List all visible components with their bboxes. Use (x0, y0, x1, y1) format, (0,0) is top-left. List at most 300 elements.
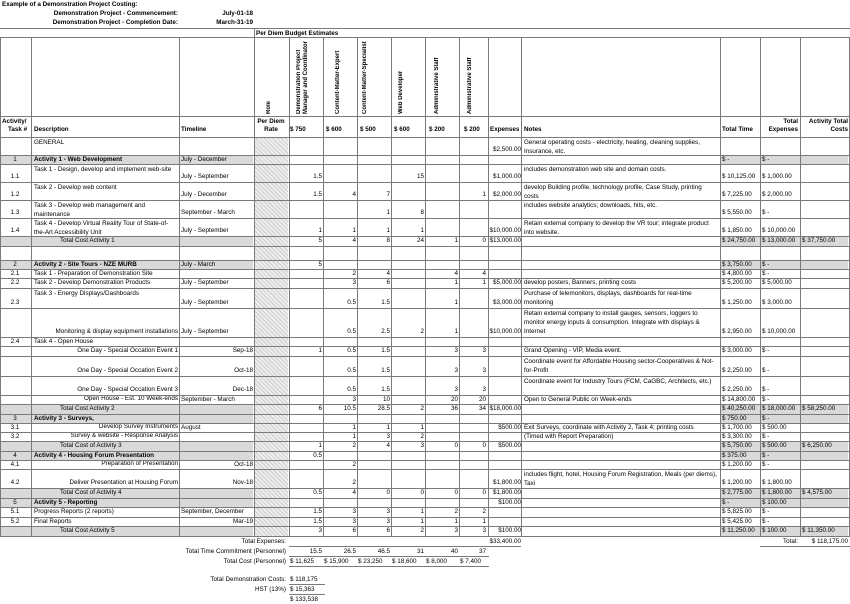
task-total-time: $ 4,800.00 (722, 270, 752, 277)
task-description: Preparation of Presentation (101, 460, 178, 467)
personnel-days: 3 (386, 508, 390, 515)
activity-total-cost: $ 6,250.00 (802, 442, 832, 449)
col-per-diem: Per Diem (257, 118, 285, 125)
task-total-expenses: $ - (762, 508, 770, 515)
col-timeline: Timeline (181, 126, 207, 133)
personnel-days: 1.5 (313, 508, 322, 515)
rate-manager: $ 750 (290, 126, 306, 133)
personnel-days: 5 (318, 237, 322, 244)
task-total-time: $ 5,200.00 (722, 279, 752, 286)
summary-line (289, 594, 325, 595)
personnel-days: 3 (420, 442, 424, 449)
task-total-expenses: $ 1,800.00 (762, 479, 792, 486)
commencement-label: Demonstration Project - Commencement: (53, 10, 178, 17)
task-total-expenses: $ - (762, 367, 770, 374)
task-expenses: $5,000.00 (492, 279, 521, 286)
personnel-days: 2 (352, 461, 356, 468)
task-description: Total Cost of Activity 3 (60, 442, 122, 449)
task-total-time: $ 1,250.00 (722, 299, 752, 306)
task-description: One Day - Special Occation Event 3 (77, 386, 178, 393)
personnel-days: 0.5 (347, 328, 356, 335)
task-notes: develop posters, Banners, printing costs (524, 279, 637, 286)
task-total-expenses: $ 5,000.00 (762, 279, 792, 286)
task-description: Task 1 - Preparation of Demonstration Site (34, 270, 153, 277)
tcp-manager: $ 11,625 (290, 558, 315, 565)
task-number: 4 (13, 452, 17, 459)
personnel-days: 1 (454, 237, 458, 244)
personnel-days: 6 (318, 405, 322, 412)
task-description: Progress Reports (2 reports) (34, 508, 114, 515)
hst-label: HST (13%) (254, 586, 286, 593)
task-total-expenses: $ - (762, 156, 770, 163)
task-total-expenses: $ 100.00 (762, 499, 787, 506)
personnel-days: 20 (450, 396, 458, 403)
task-total-expenses: $ 10,000.00 (762, 328, 796, 335)
personnel-days: 4 (482, 270, 486, 277)
task-description: GENERAL (34, 139, 65, 146)
task-description: Total Cost of Activity 4 (60, 489, 122, 496)
task-total-time: $ 1,200.00 (722, 461, 752, 468)
row-line (0, 28, 850, 29)
tcp-admin-2: $ 7,400 (460, 558, 482, 565)
activity-total-cost: $ 37,750.00 (802, 237, 836, 244)
role-manager: Demonstration Project Manager and Coordinator (296, 40, 309, 114)
task-total-expenses: $ 2,000.00 (762, 191, 792, 198)
task-number: 4.1 (10, 461, 20, 468)
personnel-days: 0 (454, 489, 458, 496)
summary-line (289, 546, 521, 547)
row-line (0, 536, 850, 537)
task-total-time: $ 11,250.00 (722, 527, 755, 534)
grand-total-label: Total: (782, 538, 798, 545)
task-total-expenses: $ - (762, 261, 770, 268)
task-notes: includes demonstration web site and domain costs. (524, 166, 667, 173)
personnel-days: 4 (386, 270, 390, 277)
personnel-days: 1 (482, 191, 486, 198)
personnel-days: 1.5 (381, 386, 390, 393)
column-line (357, 37, 358, 536)
task-timeline: July - March (181, 261, 216, 268)
task-description: Activity 1 - Web Development (34, 156, 123, 163)
task-expenses: $500.00 (498, 424, 521, 431)
task-total-expenses: $ 1,000.00 (762, 173, 792, 180)
personnel-days: 0.5 (347, 386, 356, 393)
personnel-days: 3 (352, 508, 356, 515)
personnel-days: 2 (420, 328, 424, 335)
task-description: Task 1 - Design, develop and implement web-site (34, 166, 172, 173)
final-total-value: $ 133,538 (290, 596, 319, 603)
task-total-time: $ 40,250.00 (722, 405, 756, 412)
task-number: 1.2 (10, 191, 20, 198)
task-timeline: September, December (181, 508, 244, 515)
task-total-expenses: $ - (762, 270, 770, 277)
task-expenses: $2,000.00 (492, 191, 521, 198)
completion-date: March-31-19 (216, 19, 253, 26)
column-line (179, 37, 180, 536)
summary-line (760, 546, 850, 547)
task-number: 1.3 (10, 209, 20, 216)
task-expenses: $10,000.00 (489, 227, 521, 234)
col-notes: Notes (524, 126, 542, 133)
task-notes: Purchase of telemonitors, displays, dashboards for real-time monitoring (524, 290, 692, 306)
task-description: Task 2 - Develop web content (34, 184, 117, 191)
column-line (488, 37, 489, 536)
personnel-days: 1 (352, 424, 356, 431)
task-total-time: $ 3,000.00 (722, 347, 752, 354)
task-description: Task 3 - Energy Displays/Dashboards (34, 290, 139, 297)
cost-personnel-label: Total Cost (Personnel) (223, 558, 286, 565)
task-total-time: $ 3,300.00 (722, 433, 752, 440)
ttc-cms: 46.5 (377, 548, 390, 555)
personnel-days: 0.5 (313, 489, 322, 496)
summary-line (289, 556, 489, 557)
task-total-expenses: $ 1,800.00 (762, 489, 792, 496)
personnel-days: 2 (352, 270, 356, 277)
personnel-days: 10.5 (343, 405, 356, 412)
task-number: 1 (13, 156, 17, 163)
personnel-days: 1.5 (381, 299, 390, 306)
personnel-days: 0.5 (347, 299, 356, 306)
personnel-days: 1 (386, 227, 390, 234)
task-timeline: July - September (181, 328, 229, 335)
role-admin-1: Administrative Staff (434, 57, 440, 114)
task-description: Activity 5 - Reporting (34, 499, 98, 506)
col-activity-total-2: Costs (830, 126, 848, 133)
completion-label: Demonstration Project - Completion Date: (52, 19, 178, 26)
task-description: Task 4 - Develop Virtual Reality Tour of State-of-the-Art Accessibility Unit (34, 220, 169, 236)
personnel-days: 1 (482, 518, 486, 525)
ttc-web-dev: 31 (416, 548, 424, 555)
per-diem-title: Per Diem Budget Estimates (256, 30, 339, 37)
task-number: 5.2 (10, 518, 20, 525)
task-description: Survey & website - Response Analysis (70, 432, 178, 439)
task-number: 3 (13, 415, 17, 422)
task-timeline: Sep-18 (232, 347, 253, 354)
personnel-days: 0 (482, 442, 486, 449)
task-description: One Day - Special Occation Event 1 (77, 347, 178, 354)
column-line (31, 37, 32, 536)
column-line (800, 37, 801, 536)
personnel-days: 8 (386, 237, 390, 244)
personnel-days: 4 (352, 489, 356, 496)
tcp-cms: $ 23,250 (358, 558, 383, 565)
personnel-days: 1 (454, 328, 458, 335)
task-timeline: Mar-19 (233, 518, 253, 525)
total-expenses-label: Total Expenses: (241, 538, 286, 545)
task-total-expenses: $ - (762, 433, 770, 440)
task-description: Task 4 - Open House (34, 338, 94, 345)
task-expenses: $2,500.00 (492, 146, 521, 153)
rate-cme: $ 600 (326, 126, 342, 133)
personnel-days: 0.5 (313, 452, 322, 459)
task-number: 2.2 (10, 279, 20, 286)
task-total-time: $ 5,825.00 (722, 508, 752, 515)
personnel-days: 0.5 (347, 347, 356, 354)
task-total-time: $ 5,750.00 (722, 442, 752, 449)
personnel-days: 3 (482, 367, 486, 374)
personnel-days: 1 (420, 518, 424, 525)
personnel-days: 3 (352, 518, 356, 525)
task-description: Activity 4 - Housing Forum Presentation (34, 452, 155, 459)
task-total-expenses: $ 10,000.00 (762, 227, 796, 234)
activity-total-cost: $ 4,575.00 (802, 489, 832, 496)
task-total-time: $ 5,425.00 (722, 518, 752, 525)
column-line (323, 37, 324, 536)
personnel-days: 1 (454, 299, 458, 306)
role-cme: Content-Matter-Expert (335, 50, 341, 114)
summary-line (289, 566, 489, 567)
task-description: Total Cost Activity 2 (60, 405, 115, 412)
task-expenses: $100.00 (498, 499, 521, 506)
task-number: 5 (13, 499, 17, 506)
ttc-cme: 26.5 (343, 548, 356, 555)
rate-web-dev: $ 600 (394, 126, 410, 133)
role-header: Role (266, 100, 272, 114)
personnel-days: 20 (478, 396, 486, 403)
task-total-expenses: $ - (762, 209, 770, 216)
task-expenses: $100.00 (498, 527, 521, 534)
personnel-days: 1.5 (313, 518, 322, 525)
task-timeline: July - December (181, 156, 227, 163)
task-timeline: July - December (181, 191, 227, 198)
task-timeline: Nov-18 (232, 479, 253, 486)
rate-admin-1: $ 200 (429, 126, 445, 133)
activity-total-cost: $ 58,250.00 (802, 405, 836, 412)
task-notes: General operating costs - electricity, heating, cleaning supplies, Insurance, etc. (524, 139, 700, 155)
task-total-time: $ 1,200.00 (722, 479, 752, 486)
task-total-time: $ 1,850.00 (722, 227, 752, 234)
task-timeline: July - September (181, 227, 229, 234)
task-total-expenses: $ 500.00 (762, 442, 787, 449)
task-number: 1.4 (10, 227, 20, 234)
personnel-days: 2 (482, 508, 486, 515)
task-total-time: $ - (722, 156, 730, 163)
role-web-dev: Web Developer (398, 70, 404, 114)
activity-total-cost: $ 11,350.00 (802, 527, 835, 534)
personnel-days: 3 (482, 386, 486, 393)
task-expenses: $1,800.00 (492, 479, 521, 486)
personnel-days: 1 (454, 518, 458, 525)
column-line (459, 37, 460, 536)
task-expenses: $13,000.00 (489, 237, 521, 244)
task-total-expenses: $ - (762, 396, 770, 403)
task-total-expenses: $ - (762, 452, 770, 459)
tcp-web-dev: $ 18,600 (392, 558, 417, 565)
col-activity: Activity/ (2, 118, 27, 125)
task-expenses: $3,000.00 (492, 299, 521, 306)
personnel-days: 1 (420, 227, 424, 234)
personnel-days: 1 (352, 433, 356, 440)
personnel-days: 1 (318, 227, 322, 234)
personnel-days: 2 (352, 442, 356, 449)
personnel-days: 6 (386, 279, 390, 286)
task-number: 2.4 (10, 338, 20, 345)
personnel-days: 4 (352, 237, 356, 244)
task-timeline: July - September (181, 299, 229, 306)
task-notes: (Timed with Report Preparation) (524, 433, 614, 440)
column-line (0, 37, 1, 536)
personnel-days: 0 (454, 442, 458, 449)
task-total-time: $ 2,250.00 (722, 367, 752, 374)
task-number: 4.2 (10, 479, 20, 486)
personnel-days: 2.5 (381, 328, 390, 335)
col-activity-total-1: Activity Total (808, 118, 848, 125)
personnel-days: 2 (420, 405, 424, 412)
task-total-expenses: $ 18,000.00 (762, 405, 796, 412)
personnel-days: 24 (416, 237, 424, 244)
task-total-time: $ 375.00 (722, 452, 747, 459)
task-timeline: August (181, 424, 201, 431)
col-description: Description (34, 126, 69, 133)
personnel-days: 6 (386, 527, 390, 534)
task-total-time: $ 3,750.00 (722, 261, 752, 268)
task-description: Task 3 - Develop web management and maintenance (34, 202, 145, 218)
summary-line (289, 584, 325, 585)
personnel-days: 4 (454, 270, 458, 277)
personnel-days: 1 (386, 209, 390, 216)
task-notes: includes website analytics; downloads, hits, etc. (524, 202, 658, 209)
personnel-days: 1 (386, 424, 390, 431)
task-description: Activity 2 - Site Tours - NZE MURB (34, 261, 137, 268)
task-expenses: $18,000.00 (489, 405, 521, 412)
personnel-days: 3 (454, 527, 458, 534)
task-expenses: $10,000.00 (489, 328, 521, 335)
task-description: Final Reports (34, 518, 72, 525)
personnel-days: 1 (352, 227, 356, 234)
task-total-expenses: $ - (762, 415, 770, 422)
commencement-date: July-01-18 (222, 10, 253, 17)
task-number: 1.1 (10, 173, 20, 180)
personnel-days: 1 (482, 279, 486, 286)
personnel-days: 1 (420, 508, 424, 515)
task-timeline: July - September (181, 173, 229, 180)
role-cms: Content-Matter-Specialist (362, 41, 368, 114)
task-total-expenses: $ - (762, 518, 770, 525)
personnel-days: 0 (482, 489, 486, 496)
col-expenses: Expenses (490, 126, 520, 133)
task-total-time: $ 2,950.00 (722, 328, 752, 335)
task-total-time: $ 5,550.00 (722, 209, 752, 216)
column-line (391, 37, 392, 536)
task-total-time: $ 2,775.00 (722, 489, 752, 496)
task-total-time: $ 10,125.00 (722, 173, 756, 180)
task-number: 3.2 (10, 433, 20, 440)
col-total-time: Total Time (722, 126, 753, 133)
task-notes: Exit Surveys, coordinate with Activity 2, Task 4; printing costs (524, 424, 694, 431)
column-line (425, 37, 426, 536)
personnel-days: 1.5 (313, 173, 322, 180)
task-total-time: $ - (722, 499, 730, 506)
personnel-days: 28.5 (377, 405, 390, 412)
task-total-time: $ 750.00 (722, 415, 747, 422)
personnel-days: 3 (454, 367, 458, 374)
task-number: 2.1 (10, 270, 20, 277)
task-total-time: $ 1,700.00 (722, 424, 752, 431)
task-number: 2 (13, 261, 17, 268)
grand-total-value: $ 118,175.00 (811, 538, 848, 545)
personnel-days: 0 (386, 489, 390, 496)
rate-cms: $ 500 (360, 126, 376, 133)
task-total-time: $ 24,750.00 (722, 237, 756, 244)
personnel-days: 1.5 (381, 367, 390, 374)
task-description: Activity 3 - Surveys, (34, 415, 94, 422)
ttc-manager: 15.5 (309, 548, 322, 555)
tcp-cme: $ 15,900 (324, 558, 349, 565)
personnel-days: 36 (450, 405, 458, 412)
personnel-days: 2 (454, 508, 458, 515)
personnel-days: 3 (352, 279, 356, 286)
personnel-days: 3 (482, 527, 486, 534)
personnel-days: 3 (454, 347, 458, 354)
task-total-time: $ 14,800.00 (722, 396, 756, 403)
personnel-days: 2 (352, 479, 356, 486)
column-line (760, 37, 761, 536)
personnel-days: 1 (420, 424, 424, 431)
personnel-days: 4 (386, 442, 390, 449)
task-timeline: September - March (181, 209, 235, 216)
task-notes: Retain external company to install gauges, sensors, loggers to monitor energy inputs & consumption. Integrate with displays & Internet (524, 310, 700, 335)
column-line (254, 37, 255, 536)
col-total-expenses-2: Expenses (768, 126, 798, 133)
col-total-expenses-1: Total (783, 118, 798, 125)
personnel-days: 3 (352, 396, 356, 403)
task-description: One Day - Special Occation Event 2 (77, 367, 178, 374)
task-timeline: September - March (181, 396, 235, 403)
task-total-expenses: $ - (762, 386, 770, 393)
personnel-days: 10 (382, 396, 390, 403)
task-description: Deliver Presentation at Housing Forum (69, 479, 178, 486)
personnel-days: 2 (420, 433, 424, 440)
personnel-days: 3 (386, 518, 390, 525)
task-total-expenses: $ - (762, 461, 770, 468)
task-notes: includes flight, hotel, Housing Forum Registration, Meals (per diems), Taxi (524, 471, 717, 487)
tcp-admin-1: $ 8,000 (426, 558, 448, 565)
personnel-days: 2 (420, 527, 424, 534)
task-description: Task 2 - Develop Demonstration Products (34, 279, 151, 286)
personnel-days: 3 (454, 386, 458, 393)
task-timeline: Oct-18 (234, 461, 253, 468)
personnel-days: 0 (420, 489, 424, 496)
task-expenses: $1,000.00 (492, 173, 521, 180)
task-notes: develop Building profile, technology profile, Case Study, printing costs (524, 184, 702, 200)
task-total-time: $ 2,250.00 (722, 386, 752, 393)
personnel-days: 15 (416, 173, 424, 180)
task-number: 5.1 (10, 508, 20, 515)
total-expenses-value: $33,400.00 (489, 538, 521, 545)
role-admin-2: Administrative Staff (467, 57, 473, 114)
personnel-days: 3 (386, 433, 390, 440)
task-total-expenses: $ 3,000.00 (762, 299, 792, 306)
personnel-days: 0 (482, 237, 486, 244)
personnel-days: 1 (318, 347, 322, 354)
task-number: 3.1 (10, 424, 20, 431)
personnel-days: 3 (318, 527, 322, 534)
column-line (720, 37, 721, 536)
ttc-admin-1: 40 (450, 548, 458, 555)
column-line (289, 37, 290, 536)
task-notes: Coordinate event for Industry Tours (FCM, CaGBC, Architects, etc.) (524, 378, 712, 385)
sheet-title: Example of a Demonstration Project Costing: (2, 1, 138, 8)
column-line (521, 37, 522, 536)
total-demo-costs-label: Total Demonstration Costs: (210, 576, 286, 583)
task-timeline: July - September (181, 279, 229, 286)
rate-admin-2: $ 200 (464, 126, 480, 133)
task-description: Open House - Est. 10 Week-ends (83, 395, 178, 402)
personnel-days: 5 (318, 261, 322, 268)
task-total-expenses: $ 100.00 (762, 527, 787, 534)
col-rate: Rate (264, 126, 278, 133)
task-description: Develop Survey Instruments (98, 423, 178, 430)
